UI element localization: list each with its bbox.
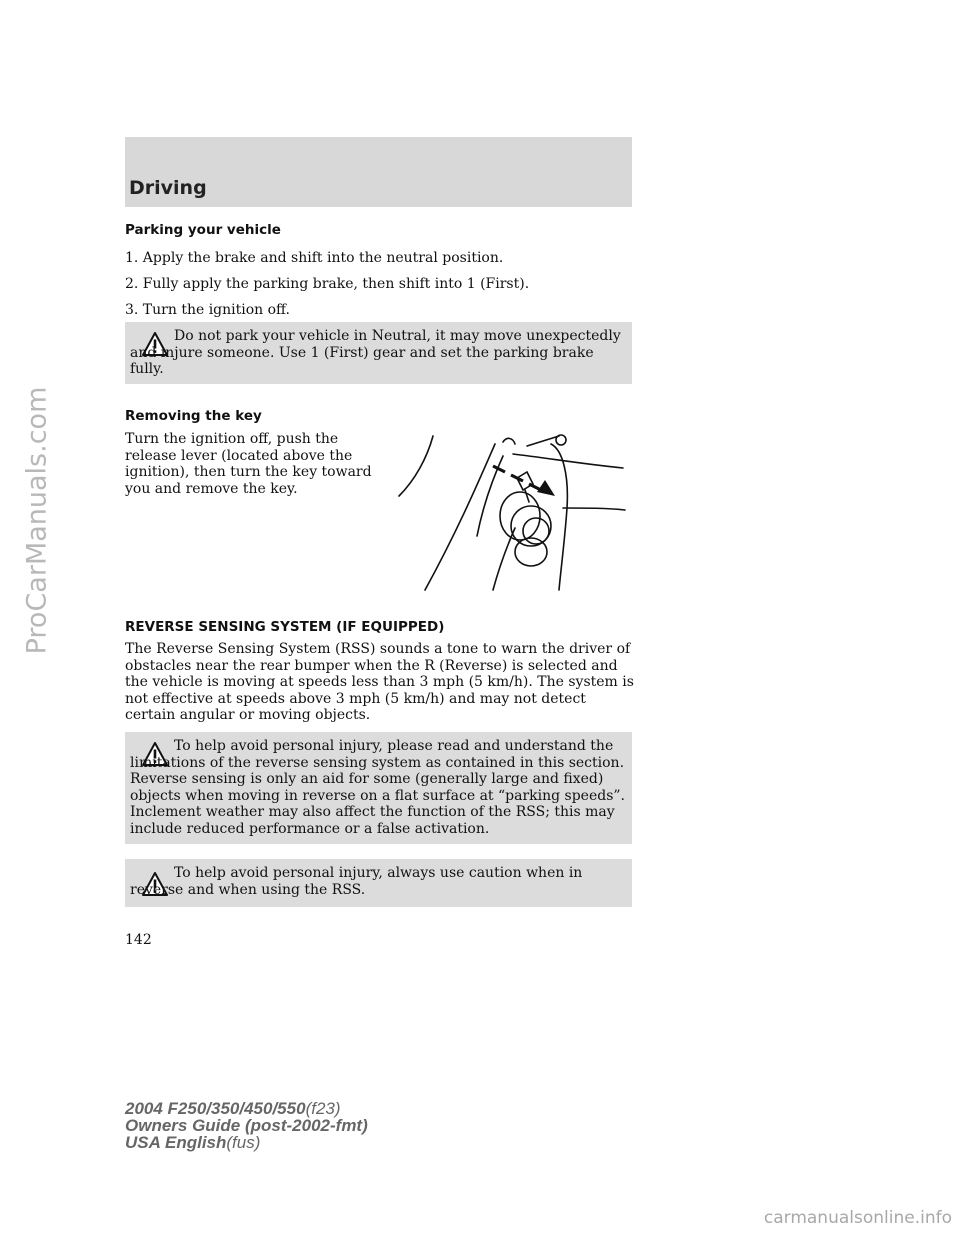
document-footer bbox=[125, 1100, 368, 1151]
parking-warning-box bbox=[125, 322, 632, 384]
watermark bbox=[14, 250, 60, 790]
rss-warning-2-text: To help avoid personal injury, always use caution when in reverse and when using the RSS. bbox=[130, 865, 583, 898]
parking-step-1: 1. Apply the brake and shift into the neutral position. bbox=[125, 250, 504, 266]
rss-heading: REVERSE SENSING SYSTEM (IF EQUIPPED) bbox=[125, 619, 445, 635]
site-watermark: carmanualsonline.info bbox=[763, 1208, 952, 1228]
parking-step-2: 2. Fully apply the parking brake, then shift into 1 (First). bbox=[125, 276, 530, 292]
removing-key-heading: Removing the key bbox=[125, 408, 262, 424]
removing-key-body: Turn the ignition off, push the release lever (located above the ignition), then turn the key toward you and remove the key. bbox=[125, 431, 372, 497]
page-number: 142 bbox=[125, 932, 152, 948]
footer-model: 2004 F250/350/450/550 bbox=[125, 1099, 306, 1118]
rss-warning-1-text: To help avoid personal injury, please read and understand the limitations of the reverse sensing system as contained in this section. Reverse sensing is only an aid for some (generally large and fixed) objects when moving in reverse on a flat surface at “parking speeds”. Inclement weather may also affect the function of the RSS; this may include reduced performance or a false activation. bbox=[130, 738, 626, 837]
watermark-text: ProCarManuals.com bbox=[21, 386, 53, 654]
section-header bbox=[125, 137, 632, 207]
footer-language: USA English bbox=[125, 1133, 227, 1152]
parking-step-3: 3. Turn the ignition off. bbox=[125, 302, 290, 318]
footer-model-code: (f23) bbox=[305, 1099, 341, 1118]
rss-warning-1-box bbox=[125, 732, 632, 844]
rss-warning-2-box bbox=[125, 859, 632, 907]
footer-language-code: (fus) bbox=[226, 1133, 261, 1152]
parking-warning-text: Do not park your vehicle in Neutral, it may move unexpectedly and injure someone. Use 1 (First) gear and set the parking brake fully. bbox=[130, 328, 621, 377]
ignition-key-illustration bbox=[395, 428, 635, 593]
footer-guide: Owners Guide (post-2002-fmt) bbox=[125, 1116, 368, 1135]
rss-body: The Reverse Sensing System (RSS) sounds a tone to warn the driver of obstacles near the rear bumper when the R (Reverse) is selected and the vehicle is moving at speeds less than 3 mph (5 km/h). The system is not effective at speeds above 3 mph (5 km/h) and may not detect certain angular or moving objects. bbox=[125, 641, 634, 723]
parking-heading: Parking your vehicle bbox=[125, 222, 281, 238]
section-title: Driving bbox=[129, 177, 207, 199]
